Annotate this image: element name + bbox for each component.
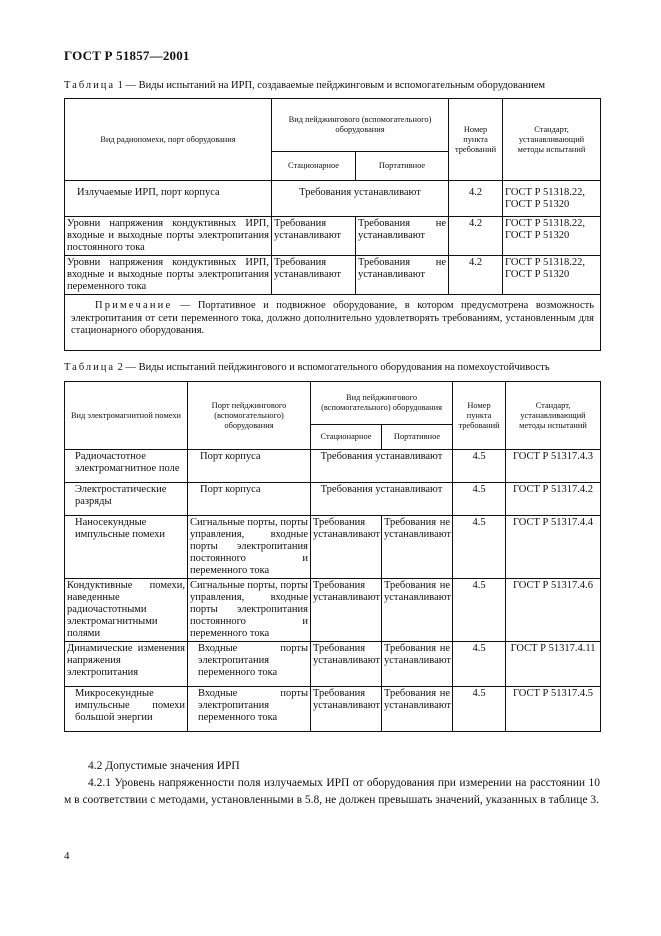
section-paragraph: 4.2.1 Уровень напряженности поля излучаемых ИРП от оборудования при измерении на расстоянии 10 м в соответствии с методами, установленными в 5.8, не должен превышать значений, указанных в таблице 3. bbox=[64, 777, 600, 806]
table2-row5-portable: Требования не устанавливают bbox=[382, 642, 453, 687]
table2-row6-name: Микросекундные импульсные помехи большой энергии bbox=[65, 687, 188, 732]
table2-row4-number: 4.5 bbox=[453, 579, 506, 642]
table2-row4-stationary: Требования устанавливают bbox=[311, 579, 382, 642]
document-header: ГОСТ Р 51857—2001 bbox=[64, 48, 190, 63]
table2-row5-port: Входные порты электропитания переменного тока bbox=[188, 642, 311, 687]
table-row bbox=[65, 181, 601, 217]
table1-note-row bbox=[65, 295, 601, 351]
table2-row3-name: Наносекундные импульсные помехи bbox=[65, 516, 188, 579]
table2-row4-name: Кондуктивные помехи, наведенные радиочастотными электромагнитными полями bbox=[65, 579, 188, 642]
table1-row2-stationary: Требования устанавливают bbox=[272, 217, 356, 256]
table2-row6-portable: Требования не устанавливают bbox=[382, 687, 453, 732]
table1-row3-standard: ГОСТ Р 51318.22, ГОСТ Р 51320 bbox=[503, 256, 601, 295]
table1 bbox=[64, 98, 601, 351]
table1-row1-name: Излучаемые ИРП, порт корпуса bbox=[65, 181, 272, 217]
table1-row2-name: Уровни напряжения кондуктивных ИРП, входные и выходные порты электропитания постоянного тока bbox=[65, 217, 272, 256]
table2-row4-standard: ГОСТ Р 51317.4.6 bbox=[506, 579, 601, 642]
table1-note-text: — Портативное и подвижное оборудование, в котором предусмотрена возможность электропитания от сети переменного тока, должно дополнительно удовлетворять требованиям, установленным для стационарного оборудования. bbox=[71, 300, 595, 336]
table2-row4-portable: Требования не устанавливают bbox=[382, 579, 453, 642]
table1-row3-name: Уровни напряжения кондуктивных ИРП, входные и выходные порты электропитания переменного тока bbox=[65, 256, 272, 295]
table1-header-col2-group: Вид пейджингового (вспомогательного) оборудования bbox=[272, 99, 449, 152]
table2-row3-standard: ГОСТ Р 51317.4.4 bbox=[506, 516, 601, 579]
table1-note-prefix: Примечание bbox=[95, 300, 173, 311]
table2-header-col1: Вид электромагнитной помехи bbox=[65, 382, 188, 450]
table2-row1-standard: ГОСТ Р 51317.4.3 bbox=[506, 450, 601, 483]
table1-caption-prefix: Таблица bbox=[64, 80, 116, 91]
table2-row3-port: Сигнальные порты, порты управления, входные порты электропитания постоянного и переменного тока bbox=[188, 516, 311, 579]
table1-row3-stationary: Требования устанавливают bbox=[272, 256, 356, 295]
table2-row2-standard: ГОСТ Р 51317.4.2 bbox=[506, 483, 601, 516]
table2-header-col5: Стандарт, устанавливающий методы испытаний bbox=[506, 382, 601, 450]
table2-header-col3b: Портативное bbox=[382, 425, 453, 450]
table-row bbox=[65, 687, 601, 732]
table2-caption bbox=[64, 362, 550, 373]
table1-header-col3: Номер пункта требований bbox=[449, 99, 503, 181]
table2-row3-number: 4.5 bbox=[453, 516, 506, 579]
table-row bbox=[65, 483, 601, 516]
table2-header-col3a: Стационарное bbox=[311, 425, 382, 450]
table2-row1-name: Радиочастотное электромагнитное поле bbox=[65, 450, 188, 483]
table-row bbox=[65, 579, 601, 642]
table1-row2-number: 4.2 bbox=[449, 217, 503, 256]
table1-row1-standard: ГОСТ Р 51318.22, ГОСТ Р 51320 bbox=[503, 181, 601, 217]
table-row bbox=[65, 642, 601, 687]
table-row bbox=[65, 217, 601, 256]
table1-caption bbox=[64, 80, 545, 91]
table2-row1-number: 4.5 bbox=[453, 450, 506, 483]
page-number: 4 bbox=[64, 850, 70, 862]
table2-row2-name: Электростатические разряды bbox=[65, 483, 188, 516]
table1-caption-text: 1 — Виды испытаний на ИРП, создаваемые пейджинговым и вспомогательным оборудованием bbox=[115, 80, 546, 91]
table1-header-col2b: Портативное bbox=[356, 152, 449, 181]
table1-row1-number: 4.2 bbox=[449, 181, 503, 217]
table2-row3-portable: Требования не устанавливают bbox=[382, 516, 453, 579]
table2-row4-port: Сигнальные порты, порты управления, входные порты электропитания постоянного и переменного тока bbox=[188, 579, 311, 642]
table2-row5-standard: ГОСТ Р 51317.4.11 bbox=[506, 642, 601, 687]
table2-row2-port: Порт корпуса bbox=[188, 483, 311, 516]
table2-row5-name: Динамические изменения напряжения электропитания bbox=[65, 642, 188, 687]
table1-note bbox=[65, 295, 601, 351]
table2-row6-standard: ГОСТ Р 51317.4.5 bbox=[506, 687, 601, 732]
table2-header-col4: Номер пункта требований bbox=[453, 382, 506, 450]
table2-row6-stationary: Требования устанавливают bbox=[311, 687, 382, 732]
table2-row2-number: 4.5 bbox=[453, 483, 506, 516]
table1-row3-number: 4.2 bbox=[449, 256, 503, 295]
table-row bbox=[65, 516, 601, 579]
table1-row2-portable: Требования не устанавливают bbox=[356, 217, 449, 256]
table1-header-col2a: Стационарное bbox=[272, 152, 356, 181]
table2-row6-port: Входные порты электропитания переменного тока bbox=[188, 687, 311, 732]
section-heading: 4.2 Допустимые значения ИРП bbox=[88, 760, 240, 772]
table1-row2-standard: ГОСТ Р 51318.22, ГОСТ Р 51320 bbox=[503, 217, 601, 256]
table2-header-col3-group: Вид пейджингового (вспомогательного) оборудования bbox=[311, 382, 453, 425]
table2-header-col2: Порт пейджингового (вспомогательного) оборудования bbox=[188, 382, 311, 450]
table2-row6-number: 4.5 bbox=[453, 687, 506, 732]
table1-row1-merged: Требования устанавливают bbox=[272, 181, 449, 217]
table2-caption-prefix: Таблица bbox=[64, 362, 116, 373]
table2-row1-port: Порт корпуса bbox=[188, 450, 311, 483]
table2 bbox=[64, 381, 601, 732]
table1-header-col1: Вид радиопомехи, порт оборудования bbox=[65, 99, 272, 181]
table2-row1-merged: Требования устанавливают bbox=[311, 450, 453, 483]
table-row bbox=[65, 450, 601, 483]
table-row bbox=[65, 256, 601, 295]
table1-header-col4: Стандарт, устанавливающий методы испытаний bbox=[503, 99, 601, 181]
table2-row5-number: 4.5 bbox=[453, 642, 506, 687]
table2-row5-stationary: Требования устанавливают bbox=[311, 642, 382, 687]
table2-caption-text: 2 — Виды испытаний пейджингового и вспомогательного оборудования на помехоустойчивость bbox=[115, 362, 550, 373]
table1-row3-portable: Требования не устанавливают bbox=[356, 256, 449, 295]
table2-row3-stationary: Требования устанавливают bbox=[311, 516, 382, 579]
table2-row2-merged: Требования устанавливают bbox=[311, 483, 453, 516]
